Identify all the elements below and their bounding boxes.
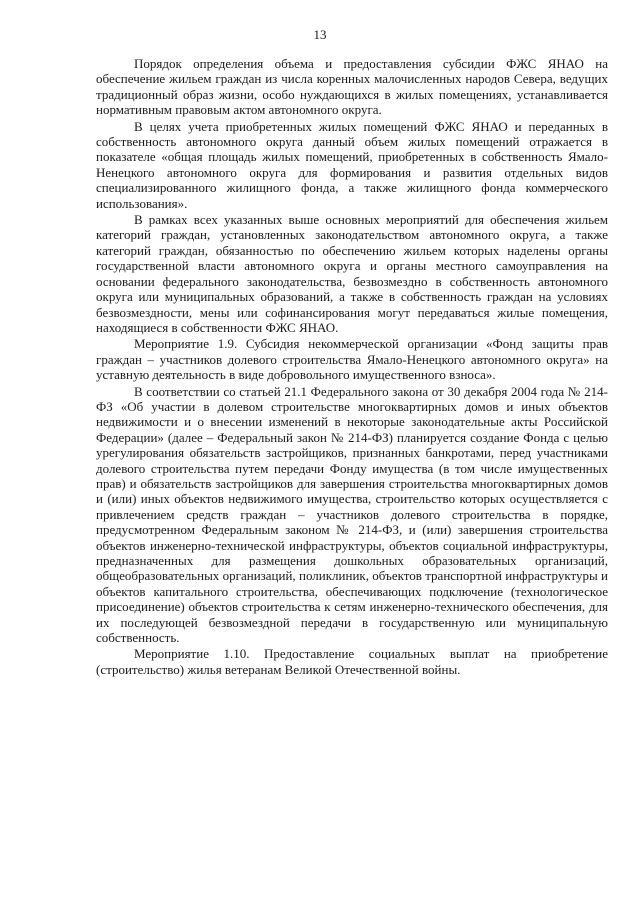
paragraph-measure-1-9: Мероприятие 1.9. Субсидия некоммерческой организации «Фонд защиты прав граждан – участников долевого строительства Ямало-Ненецкого автономного округа» на уставную деятельность в виде добровольного имущественного взноса». [96,336,608,383]
paragraph-measure-1-10: Мероприятие 1.10. Предоставление социальных выплат на приобретение (строительство) жилья ветеранам Великой Отечественной войны. [96,646,608,677]
paragraph-federal-law-214: В соответствии со статьей 21.1 Федерального закона от 30 декабря 2004 года № 214-ФЗ «Об участии в долевом строительстве многоквартирных домов и иных объектов недвижимости и о внесении изменений в некоторые законодательные акты Российской Федерации» (далее – Федеральный закон № 214-ФЗ) планируется создание Фонда с целью урегулирования обязательств застройщиков, признанных банкротами, перед участниками долевого строительства путем передачи Фонду имущества (в том числе имущественных прав) и обязательств застройщиков для завершения строительства многоквартирных домов и (или) иных объектов недвижимого имущества, строительство которых осуществляется с привлечением средств граждан – участников долевого строительства в порядке, предусмотренном Федеральным законом № 214-ФЗ, и (или) завершения строительства объектов инженерно-технической инфраструктуры, объектов социальной инфраструктуры, предназначенных для размещения дошкольных образовательных организаций, общеобразовательных организаций, поликлиник, объектов транспортной инфраструктуры и объектов капитального строительства, обеспечивающих подключение (технологическое присоединение) объектов строительства к сетям инженерно-технического обеспечения, для их последующей безвозмездной передачи в государственную или муниципальную собственность. [96,383,608,646]
paragraph-acquired-housing-accounting: В целях учета приобретенных жилых помещений ФЖС ЯНАО и переданных в собственность автономного округа данный объем жилых помещений отражается в показателе «общая площадь жилых помещений, приобретенных в собственность Ямало-Ненецкого автономного округа для формирования и развития отдельных видов специализированного жилищного фонда, а также жилищного фонда коммерческого использования». [96,118,608,211]
paragraph-subsidy-procedure: Порядок определения объема и предоставления субсидии ФЖС ЯНАО на обеспечение жильем граждан из числа коренных малочисленных народов Севера, ведущих традиционный образ жизни, особо нуждающихся в жилых помещениях, устанавливается нормативным правовым актом автономного округа. [96,56,608,118]
page-number: 13 [313,27,327,42]
document-body [96,56,608,677]
paragraph-housing-transfer: В рамках всех указанных выше основных мероприятий для обеспечения жильем категорий граждан, установленных законодательством автономного округа, а также категорий граждан, обязанностью по обеспечению жильем которых наделены органы государственной власти автономного округа и органы местного самоуправления на основании федерального законодательства, безвозмездно в собственность автономного округа или муниципальных образований, а также в собственность граждан на условиях безвозмездности, мены или софинансирования могут передаваться жилые помещения, находящиеся в собственности ФЖС ЯНАО. [96,212,608,335]
